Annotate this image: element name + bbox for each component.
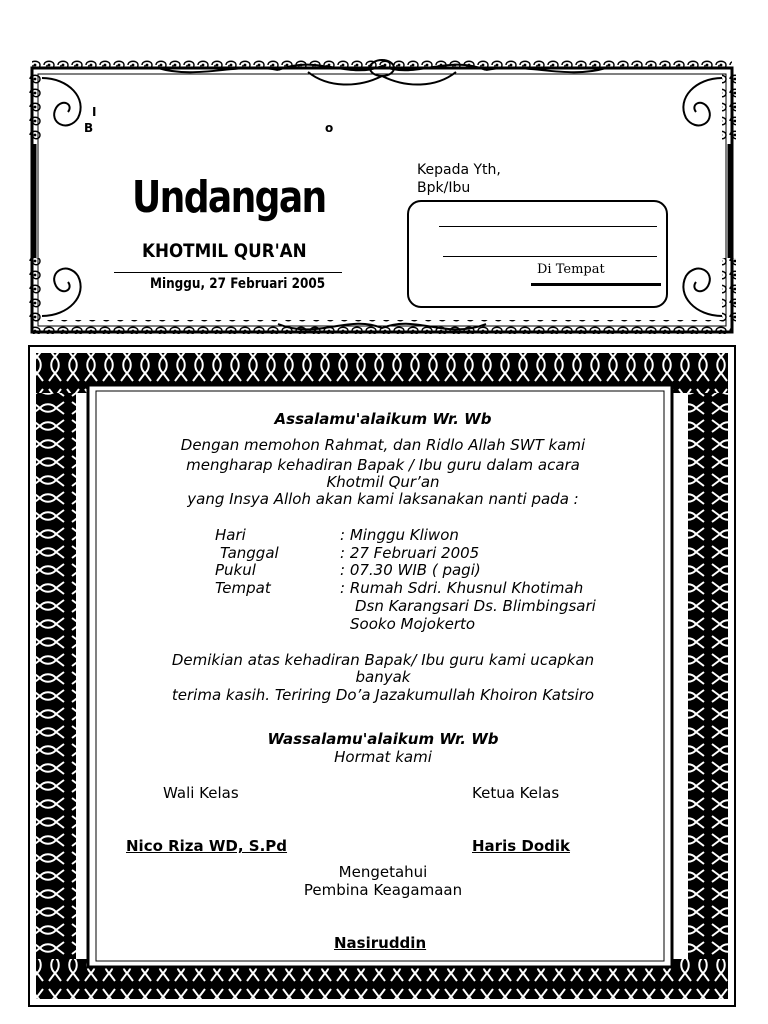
closing-line: terima kasih. Teriring Do’a Jazakumullah Khoiron Katsiro [171, 686, 595, 704]
closing-line: banyak [355, 668, 411, 686]
detail-label-pukul: Pukul [215, 561, 256, 579]
ketua-kelas-label: Ketua Kelas [472, 784, 560, 802]
recipient-salutation: Kepada Yth, [417, 162, 501, 178]
sender-text-3: o [325, 121, 334, 135]
detail-label-tanggal: Tanggal [220, 544, 279, 562]
mengetahui-label: Mengetahui [338, 863, 428, 881]
detail-label-tempat: Tempat [215, 579, 271, 597]
detail-label-hari: Hari [215, 526, 246, 544]
intro-line: Khotmil Qur’an [326, 473, 440, 491]
wali-kelas-label: Wali Kelas [163, 784, 239, 802]
hormat-kami: Hormat kami [334, 748, 432, 766]
closing-line: Demikian atas kehadiran Bapak/ Ibu guru kami ucapkan [171, 651, 595, 669]
address-line [439, 226, 657, 227]
di-tempat-label: Di Tempat [537, 262, 605, 277]
detail-value-tempat-2: Dsn Karangsari Ds. Blimbingsari [355, 597, 596, 615]
envelope-card [28, 58, 736, 336]
detail-value-hari: : Minggu Kliwon [340, 526, 459, 544]
recipient-title: Bpk/Ibu [417, 180, 471, 196]
di-tempat-underline [531, 283, 661, 286]
invitation-title: Undangan [132, 172, 326, 223]
intro-line: Dengan memohon Rahmat, dan Ridlo Allah SWT kami [180, 436, 586, 454]
invitation-date: Minggu, 27 Februari 2005 [150, 276, 326, 292]
sender-text-2: B [84, 121, 94, 135]
letter-body [28, 345, 736, 1007]
intro-line: mengharap kehadiran Bapak / Ibu guru dalam acara [186, 456, 580, 474]
letter-card [28, 345, 736, 1007]
address-line [443, 256, 657, 257]
pembina-label: Pembina Keagamaan [303, 881, 463, 899]
detail-value-tanggal: : 27 Februari 2005 [340, 544, 480, 562]
detail-value-tempat: : Rumah Sdri. Khusnul Khotimah [340, 579, 584, 597]
ketua-kelas-name: Haris Dodik [472, 837, 570, 855]
title-divider [114, 272, 342, 273]
address-box [407, 200, 668, 308]
farewell: Wassalamu'alaikum Wr. Wb [267, 730, 499, 748]
intro-line: yang Insya Alloh akan kami laksanakan nanti pada : [187, 490, 579, 508]
detail-value-pukul: : 07.30 WIB ( pagi) [340, 561, 481, 579]
greeting: Assalamu'alaikum Wr. Wb [274, 410, 492, 428]
detail-value-tempat-3: Sooko Mojokerto [350, 615, 476, 633]
pembina-name: Nasiruddin [334, 934, 427, 952]
invitation-subtitle: KHOTMIL QUR'AN [142, 240, 307, 262]
sender-text-1: I [92, 105, 97, 119]
wali-kelas-name: Nico Riza WD, S.Pd [126, 837, 288, 855]
